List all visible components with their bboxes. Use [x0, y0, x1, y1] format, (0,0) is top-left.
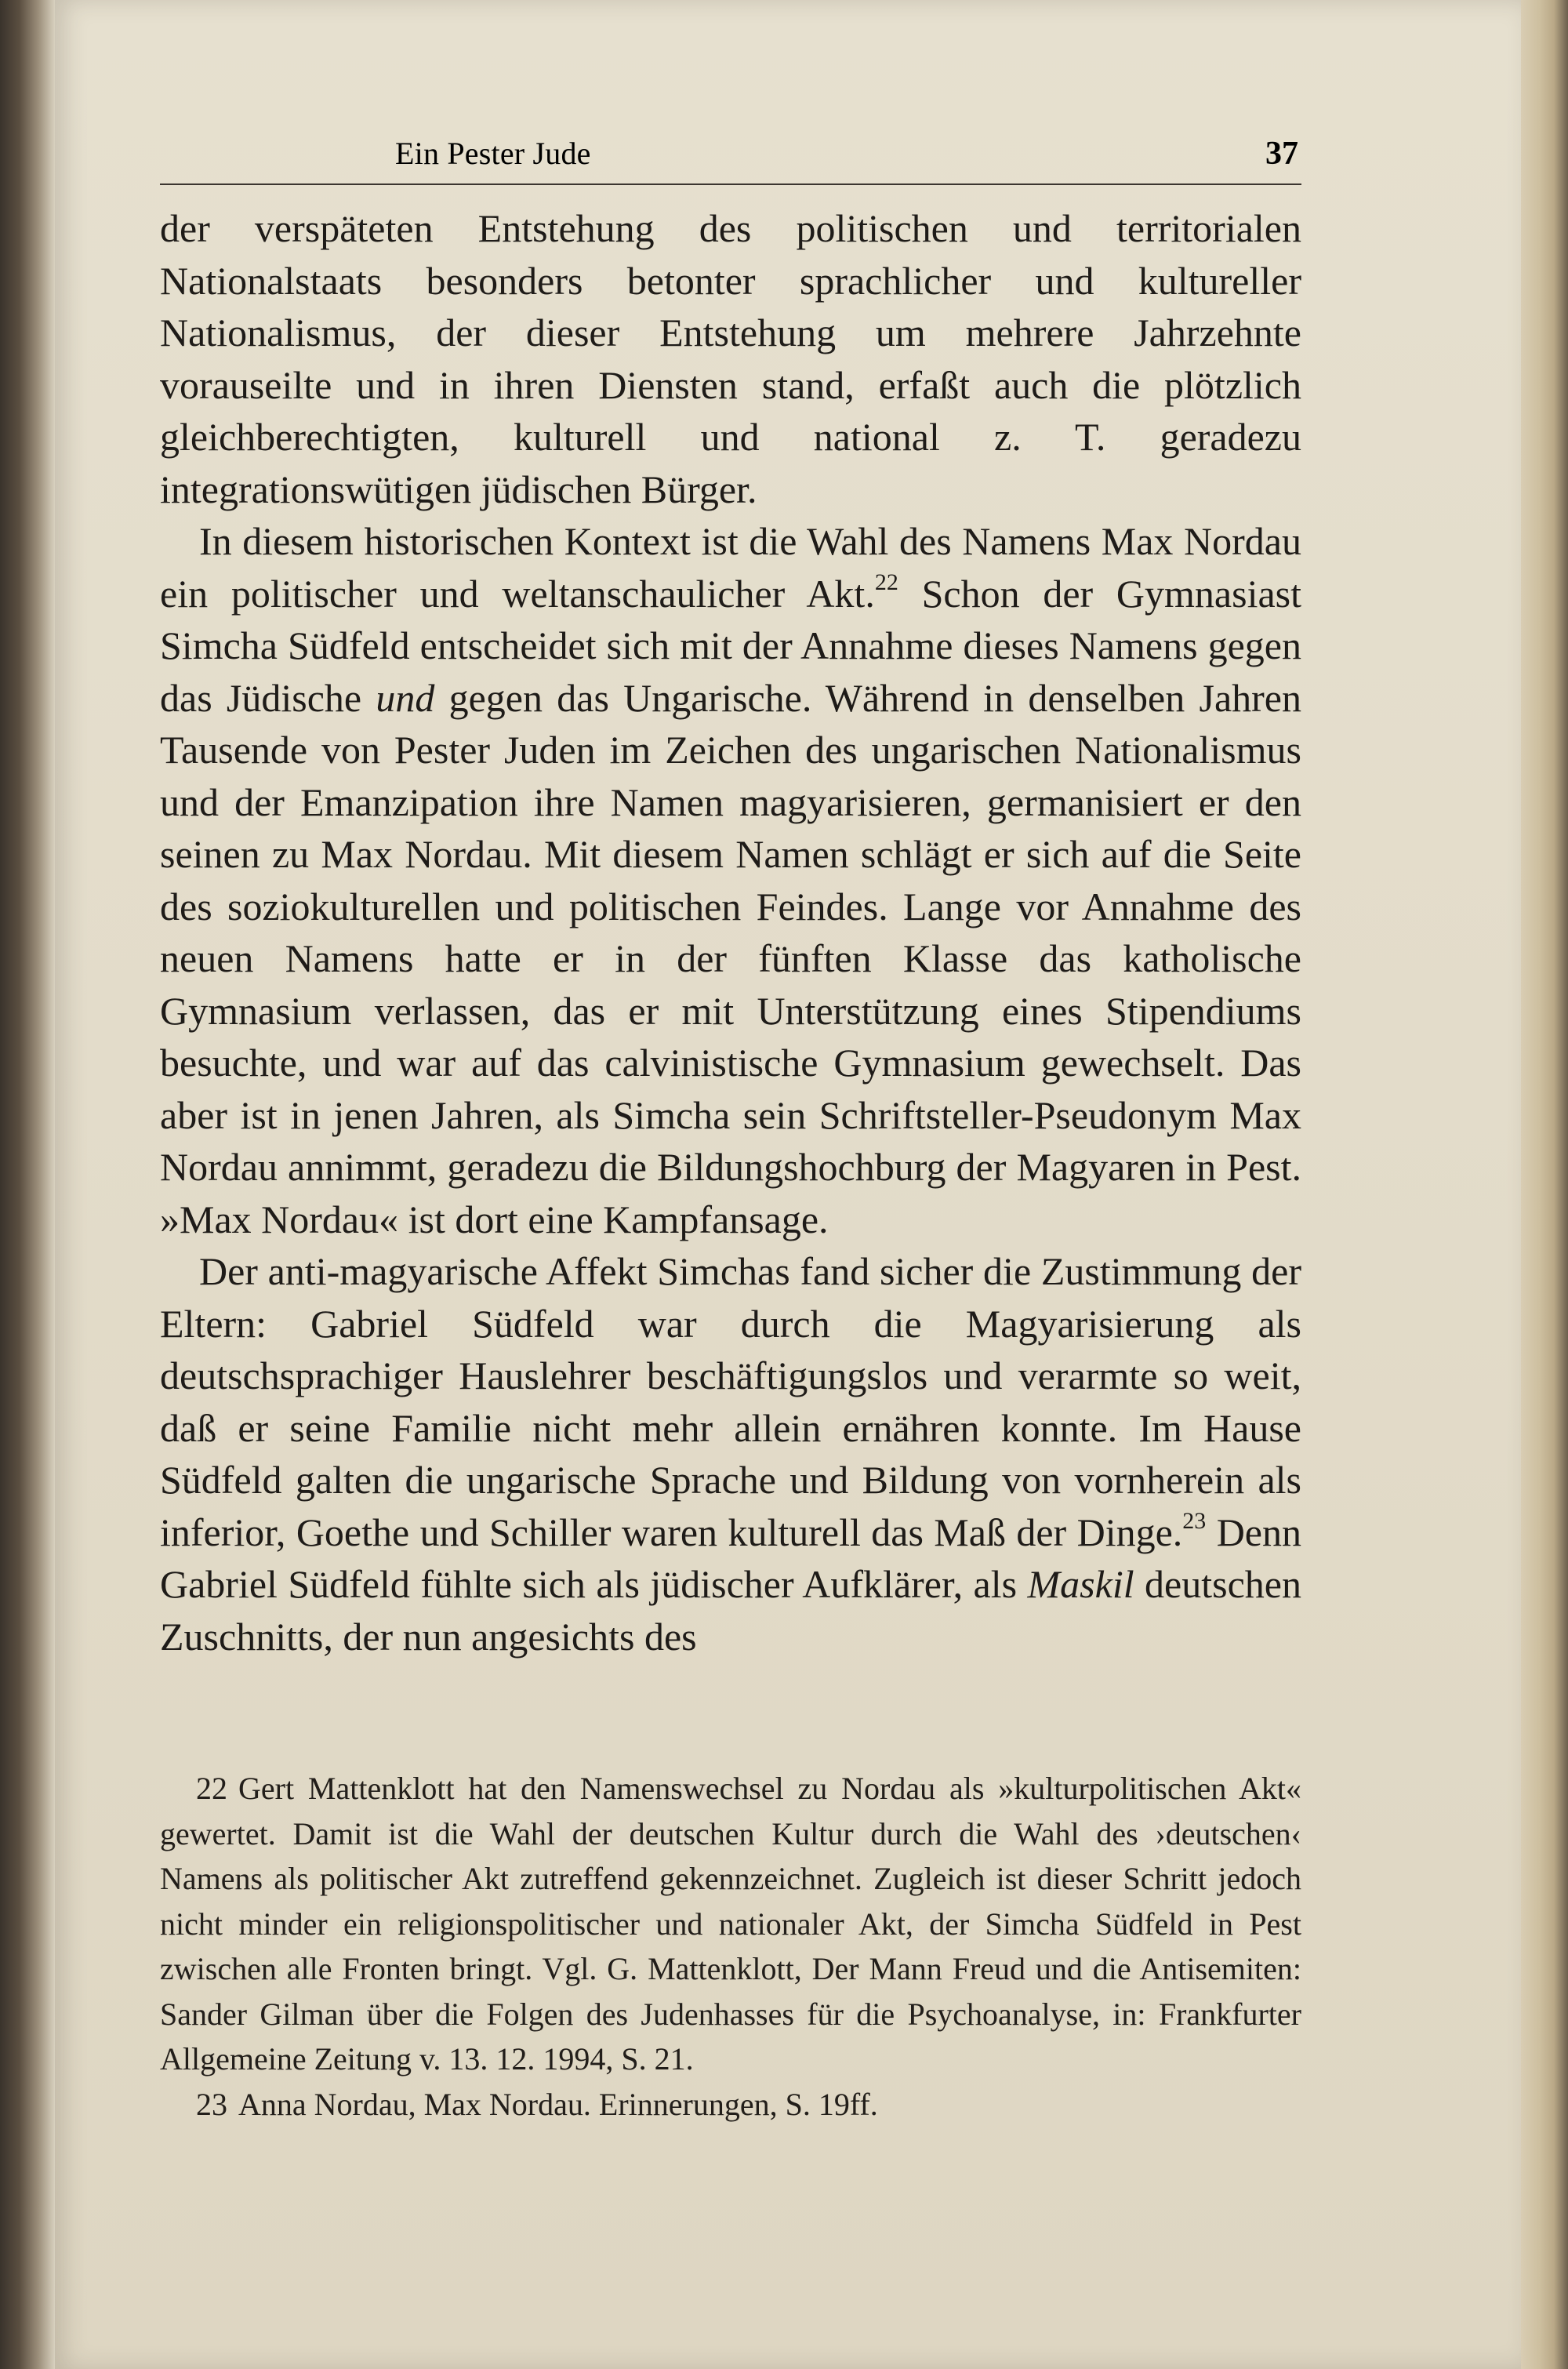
page-edge-stack [1521, 0, 1568, 2369]
footnote-22 [160, 1766, 1301, 2082]
footnote-22-text: Gert Mattenklott hat den Namenswechsel zu Nordau als »kulturpolitischen Akt« gewertet. Damit ist die Wahl der deutschen Kultur durch die Wahl des ›deutschen‹ Namens als politischer Akt zutreffend gekennzeichnet. Zugleich ist dieser Schritt jedoch nicht minder ein religionspolitischer und nationaler Akt, der Simcha Südfeld in Pest zwischen alle Fronten bringt. Vgl. G. Mattenklott, Der Mann Freud und die Antisemiten: Sander Gilman über die Folgen des Judenhasses für die Psychoanalyse, in: Frankfurter Allgemeine Zeitung v. 13. 12. 1994, S. 21. [160, 1771, 1301, 2077]
footnotes [160, 1766, 1301, 2127]
paragraph-3-text-c: deutschen Zuschnitts, der nun angesichts des [160, 1562, 1301, 1659]
footnote-23-number: 23 [196, 2086, 227, 2122]
page-number: 37 [1265, 136, 1298, 172]
footnote-23 [160, 2082, 1301, 2127]
footnote-23-text: Anna Nordau, Max Nordau. Erinnerungen, S. 19ff. [238, 2086, 878, 2122]
footnote-ref-22: 22 [874, 569, 898, 595]
book-spine-shadow [0, 0, 55, 2369]
emphasis-maskil: Maskil [1027, 1562, 1134, 1606]
paragraph-3-text-a: Der anti-magyarische Affekt Simchas fand sicher die Zustimmung der Eltern: Gabriel Südfeld war durch die Magyarisierung als deutschsprachiger Hauslehrer beschäftigungslos und verarmte so weit, daß er seine Familie nicht mehr allein ernähren konnte. Im Hause Südfeld galten die ungarische Sprache und Bildung von vornherein als inferior, Goethe und Schiller waren kulturell das Maß der Dinge. [160, 1249, 1301, 1554]
paragraph-2 [160, 515, 1301, 1245]
running-header [160, 133, 1301, 185]
paragraph-2-text-b: Schon der Gymnasiast Simcha Südfeld entscheidet sich mit der Annahme dieses Namens gegen das Jüdische [160, 571, 1301, 720]
footnote-ref-23: 23 [1182, 1507, 1207, 1534]
running-title: Ein Pester Jude [395, 136, 591, 171]
main-text [160, 202, 1301, 1662]
paragraph-2-text-c: gegen das Ungarische. Während in denselben Jahren Tausende von Pester Juden im Zeichen des ungarischen Nationalismus und der Emanzipation ihre Namen magyarisieren, germanisiert er den seinen zu Max Nordau. Mit diesem Namen schlägt er sich auf die Seite des soziokulturellen und politischen Feindes. Lange vor Annahme des neuen Namens hatte er in der fünften Klasse das katholische Gymnasium verlassen, das er mit Unterstützung eines Stipendiums besuchte, und war auf das calvinistische Gymnasium gewechselt. Das aber ist in jenen Jahren, als Simcha sein Schriftsteller-Pseudonym Max Nordau annimmt, geradezu die Bildungshochburg der Magyaren in Pest. »Max Nordau« ist dort eine Kampfansage. [160, 675, 1302, 1241]
paragraph-3 [160, 1245, 1301, 1662]
paragraph-3-text-b: Denn Gabriel Südfeld fühlte sich als jüdischer Aufklärer, als [160, 1510, 1301, 1606]
paragraph-2-text-a: In diesem historischen Kontext ist die Wahl des Namens Max Nordau ein politischer und weltanschaulicher Akt. [160, 519, 1301, 616]
paragraph-1-text: der verspäteten Entstehung des politischen und territorialen Nationalstaats besonders betonter sprachlicher und kultureller Nationalismus, der dieser Entstehung um mehrere Jahrzehnte vorauseilte und in ihren Diensten stand, erfaßt auch die plötzlich gleichberechtigten, kulturell und national z. T. geradezu integrationswütigen jüdischen Bürger. [160, 206, 1301, 511]
emphasis-und: und [376, 675, 435, 720]
footnote-22-number: 22 [196, 1771, 227, 1806]
paragraph-1 [160, 202, 1301, 515]
